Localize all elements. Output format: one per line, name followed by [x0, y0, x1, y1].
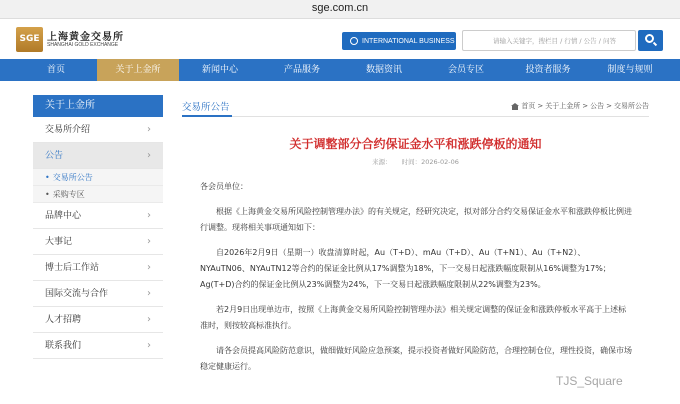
sidebar-item-label: 博士后工作站: [45, 263, 100, 273]
international-business-label: INTERNATIONAL BUSINESS: [362, 37, 455, 45]
chevron-right-icon: ›: [147, 150, 151, 161]
chevron-right-icon: ›: [147, 288, 151, 299]
nav-item-rules[interactable]: 制度与规则: [607, 65, 653, 75]
browser-address-bar[interactable]: [0, 0, 680, 19]
sidebar-subitem-exchange-announcements[interactable]: [33, 169, 163, 186]
sidebar-item-contact[interactable]: [33, 333, 163, 359]
nav-item-products[interactable]: 产品服务: [283, 65, 320, 75]
breadcrumb: [511, 101, 649, 111]
sidebar-title: 关于上金所: [33, 95, 163, 117]
watermark: TJS_Square: [556, 374, 623, 388]
nav-item-home[interactable]: 首页: [46, 65, 65, 75]
section-header: [182, 95, 649, 117]
sidebar-subitem-procurement[interactable]: [33, 186, 163, 203]
sidebar-item-brand[interactable]: [33, 203, 163, 229]
chevron-right-icon: ›: [147, 262, 151, 273]
article-paragraph: 根据《上海黄金交易所风险控制管理办法》的有关规定，经研究决定，拟对部分合约交易保证金水平和涨跌停板比例进行调整。现将相关事项通知如下：: [200, 207, 632, 232]
sidebar-item-label: 品牌中心: [45, 211, 82, 221]
sidebar-item-label: 人才招聘: [45, 315, 82, 325]
sidebar-subitem-label: 采购专区: [52, 190, 85, 199]
sidebar-item-careers[interactable]: [33, 307, 163, 333]
chevron-right-icon: ›: [147, 236, 151, 247]
sidebar-item-intro[interactable]: [33, 117, 163, 143]
article-title: 关于调整部分合约保证金水平和涨跌停板的通知: [289, 137, 542, 151]
sidebar-item-postdoc[interactable]: [33, 255, 163, 281]
logo-chinese-name: 上海黄金交易所: [47, 32, 124, 43]
article-paragraph: 请各会员提高风险防范意识，做细做好风险应急预案，提示投资者做好风险防范，合理控制仓位，理性投资，确保市场稳定健康运行。: [200, 346, 632, 371]
article-paragraph: 自2026年2月9日（星期一）收盘清算时起，Au（T+D）、mAu（T+D）、Au（T+N1）、Au（T+N2）、NYAuTN06、NYAuTN12等合约的保证金比例从17%调整为18%，下一交易日起涨跌幅度限制从16%调整为17%；Ag(T+D)合约的保证金比例从23%调整为24%，下一交易日起涨跌幅度限制从22%调整为23%。: [200, 248, 611, 289]
article-salutation: 各会员单位：: [200, 182, 248, 191]
search-input[interactable]: 请输入关键字，搜栏目 / 行情 / 公告 / 问答: [462, 30, 636, 51]
article-time: 时间：2026-02-06: [401, 158, 459, 166]
sidebar-item-label: 公告: [45, 151, 64, 161]
breadcrumb-separator: >: [582, 102, 589, 110]
bullet-icon: •: [45, 190, 50, 199]
site-logo[interactable]: [16, 27, 128, 53]
article-source: 来源：: [372, 158, 392, 166]
search-button[interactable]: [638, 30, 663, 51]
sidebar-item-label: 交易所介绍: [45, 125, 91, 135]
breadcrumb-announcements[interactable]: 公告: [590, 102, 605, 110]
globe-icon: [350, 37, 358, 45]
nav-item-news[interactable]: 新闻中心: [201, 65, 238, 75]
logo-emblem: SGE: [16, 27, 43, 52]
chevron-right-icon: ›: [147, 124, 151, 135]
sidebar-item-international[interactable]: [33, 281, 163, 307]
search-icon: [645, 34, 654, 43]
breadcrumb-current[interactable]: 交易所公告: [614, 102, 649, 110]
sidebar: [33, 95, 163, 359]
breadcrumb-about[interactable]: 关于上金所: [545, 102, 581, 110]
main-content: [182, 95, 649, 371]
chevron-right-icon: ›: [147, 340, 151, 351]
site-header: [0, 19, 680, 59]
article-body: [200, 179, 632, 384]
nav-item-members[interactable]: 会员专区: [447, 65, 484, 75]
sidebar-item-announcements[interactable]: [33, 143, 163, 169]
sidebar-item-label: 联系我们: [45, 341, 82, 351]
chevron-right-icon: ›: [147, 210, 151, 221]
nav-item-data[interactable]: 数据资讯: [365, 65, 402, 75]
breadcrumb-separator: >: [606, 102, 612, 110]
nav-item-investors[interactable]: 投资者服务: [525, 65, 571, 75]
breadcrumb-home[interactable]: 首页: [521, 102, 536, 110]
sidebar-item-label: 大事记: [45, 237, 73, 247]
chevron-right-icon: ›: [147, 314, 151, 325]
article-meta: [182, 157, 649, 166]
home-icon: [511, 103, 519, 110]
breadcrumb-separator: >: [537, 102, 544, 110]
section-title: 交易所公告: [182, 102, 230, 113]
sidebar-item-label: 国际交流与合作: [45, 289, 109, 299]
sidebar-item-events[interactable]: [33, 229, 163, 255]
bullet-icon: •: [45, 173, 50, 182]
article-paragraph: 若2月9日出现单边市，按照《上海黄金交易所风险控制管理办法》相关规定调整的保证金和涨跌停板水平高于上述标准时，则按较高标准执行。: [200, 305, 627, 330]
section-title-underline: [182, 115, 232, 117]
logo-english-name: SHANGHAI GOLD EXCHANGE: [47, 42, 119, 48]
nav-item-about[interactable]: 关于上金所: [97, 59, 179, 81]
url-text: sge.com.cn: [311, 2, 369, 14]
main-nav: [0, 59, 680, 81]
international-business-button[interactable]: [342, 32, 456, 50]
sidebar-subitem-label: 交易所公告: [52, 173, 93, 182]
